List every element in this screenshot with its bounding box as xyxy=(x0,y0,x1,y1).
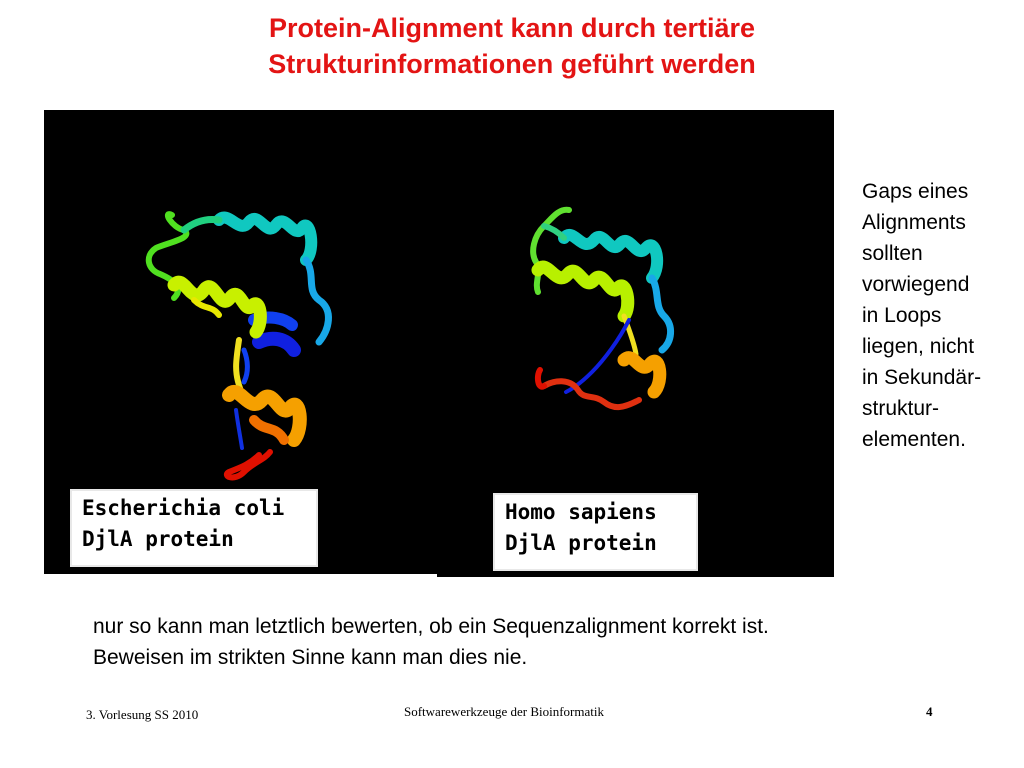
side-note-line: elementen. xyxy=(862,428,966,451)
side-note-line: Gaps eines xyxy=(862,180,969,203)
title-line-1: Protein-Alignment kann durch tertiäre xyxy=(268,13,756,43)
human-label-line-2: DjlA protein xyxy=(505,531,657,555)
side-note-line: in Sekundär- xyxy=(862,366,982,389)
footer-lecture: 3. Vorlesung SS 2010 xyxy=(86,707,199,722)
side-note xyxy=(862,176,1022,455)
bottom-note-line-2: Beweisen im strikten Sinne kann man dies nie. xyxy=(93,646,528,669)
side-note-line: Alignments xyxy=(862,211,966,234)
side-note-line: struktur- xyxy=(862,397,940,420)
human-label xyxy=(493,493,698,571)
human-protein-ribbon xyxy=(533,210,670,407)
human-label-line-1: Homo sapiens xyxy=(505,500,657,524)
ecoli-label-line-2: DjlA protein xyxy=(82,527,234,551)
protein-structure-image xyxy=(44,110,834,577)
page-number: 4 xyxy=(926,704,933,719)
panel-divider xyxy=(44,574,437,577)
side-note-line: sollten xyxy=(862,242,923,265)
bottom-note-line-1: nur so kann man letztlich bewerten, ob ein Sequenzalignment korrekt ist. xyxy=(93,615,769,638)
side-note-line: in Loops xyxy=(862,304,942,327)
slide-title xyxy=(150,10,874,82)
ecoli-label-line-1: Escherichia coli xyxy=(82,496,285,520)
side-note-line: liegen, nicht xyxy=(862,335,975,358)
ecoli-protein-ribbon xyxy=(149,214,329,477)
footer-course-title: Softwarewerkzeuge der Bioinformatik xyxy=(404,704,604,719)
title-line-2: Strukturinformationen geführt werden xyxy=(268,49,756,79)
side-note-line: vorwiegend xyxy=(862,273,970,296)
bottom-note xyxy=(93,611,973,673)
ecoli-label xyxy=(70,489,318,567)
